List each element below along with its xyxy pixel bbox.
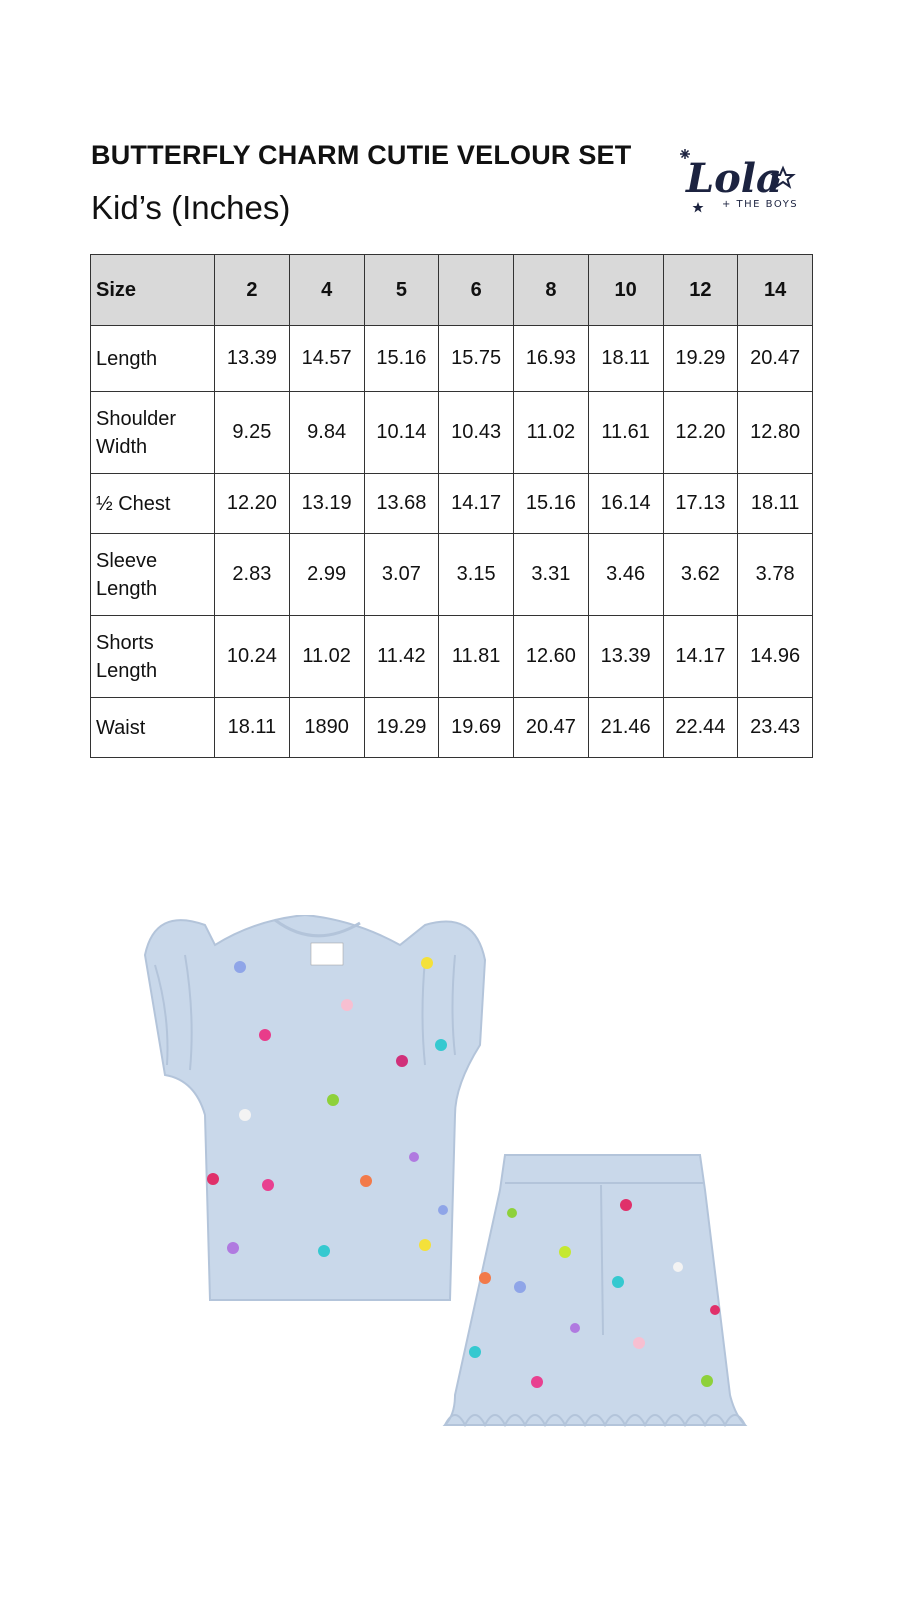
- header-cell: 2: [215, 255, 290, 326]
- table-cell: 19.69: [439, 698, 514, 758]
- table-cell: 3.15: [439, 534, 514, 616]
- table-cell: 13.39: [215, 326, 290, 392]
- table-cell: 23.43: [738, 698, 813, 758]
- small-star-icon: [693, 202, 704, 213]
- row-label: Length: [91, 326, 215, 392]
- table-cell: 20.47: [738, 326, 813, 392]
- page-subtitle: Kid’s (Inches): [91, 189, 291, 226]
- header-cell: 10: [588, 255, 663, 326]
- header-cell: 14: [738, 255, 813, 326]
- table-cell: 11.42: [364, 616, 439, 698]
- table-cell: 14.57: [289, 326, 364, 392]
- table-cell: 19.29: [663, 326, 738, 392]
- table-cell: 12.80: [738, 392, 813, 474]
- table-cell: 2.99: [289, 534, 364, 616]
- table-cell: 3.62: [663, 534, 738, 616]
- logo-tagline: + THE BOYS: [722, 199, 799, 210]
- page-title: BUTTERFLY CHARM CUTIE VELOUR SET: [91, 140, 632, 170]
- table-row: [91, 534, 813, 616]
- table-cell: 15.75: [439, 326, 514, 392]
- table-cell: 20.47: [514, 698, 589, 758]
- row-label-line: Shoulder: [96, 407, 177, 430]
- row-label-line: Width: [96, 435, 148, 458]
- row-label: [91, 392, 215, 474]
- row-label: [91, 616, 215, 698]
- header-cell: 6: [439, 255, 514, 326]
- table-cell: 13.68: [364, 474, 439, 534]
- table-cell: 16.93: [514, 326, 589, 392]
- table-cell: 22.44: [663, 698, 738, 758]
- table-cell: 21.46: [588, 698, 663, 758]
- table-row: [91, 392, 813, 474]
- product-image: [125, 915, 785, 1475]
- table-cell: 13.19: [289, 474, 364, 534]
- table-cell: 12.60: [514, 616, 589, 698]
- table-cell: 18.11: [738, 474, 813, 534]
- table-row: [91, 326, 813, 392]
- logo-wordmark: Lola: [686, 155, 782, 202]
- table-row: [91, 698, 813, 758]
- table-cell: 14.96: [738, 616, 813, 698]
- table-cell: 12.20: [215, 474, 290, 534]
- table-cell: 15.16: [514, 474, 589, 534]
- shorts-icon: [445, 1155, 745, 1425]
- table-cell: 11.81: [439, 616, 514, 698]
- row-label-line: Length: [96, 659, 158, 682]
- row-label-line: Shorts: [96, 631, 154, 654]
- top-shirt-icon: [145, 915, 485, 1300]
- row-label-line: Sleeve: [96, 549, 158, 572]
- table-cell: 10.24: [215, 616, 290, 698]
- table-cell: 10.43: [439, 392, 514, 474]
- table-cell: 18.11: [215, 698, 290, 758]
- table-cell: 18.11: [588, 326, 663, 392]
- table-cell: 3.31: [514, 534, 589, 616]
- header-cell: 4: [289, 255, 364, 326]
- table-cell: 10.14: [364, 392, 439, 474]
- table-cell: 1890: [289, 698, 364, 758]
- row-label: Waist: [91, 698, 215, 758]
- table-cell: 16.14: [588, 474, 663, 534]
- table-cell: 9.25: [215, 392, 290, 474]
- table-cell: 11.61: [588, 392, 663, 474]
- table-cell: 19.29: [364, 698, 439, 758]
- row-label: ½ Chest: [91, 474, 215, 534]
- header-cell: 12: [663, 255, 738, 326]
- table-cell: 3.46: [588, 534, 663, 616]
- brand-logo: [680, 140, 820, 224]
- table-cell: 13.39: [588, 616, 663, 698]
- table-header-row: [91, 255, 813, 326]
- table-row: [91, 616, 813, 698]
- table-cell: 3.78: [738, 534, 813, 616]
- header-cell: 8: [514, 255, 589, 326]
- table-cell: 12.20: [663, 392, 738, 474]
- size-chart-table: [90, 254, 813, 758]
- table-cell: 9.84: [289, 392, 364, 474]
- table-cell: 17.13: [663, 474, 738, 534]
- table-cell: 14.17: [439, 474, 514, 534]
- table-cell: 14.17: [663, 616, 738, 698]
- table-cell: 11.02: [289, 616, 364, 698]
- table-cell: 15.16: [364, 326, 439, 392]
- row-label: [91, 534, 215, 616]
- header-cell: 5: [364, 255, 439, 326]
- table-row: [91, 474, 813, 534]
- header-cell: Size: [91, 255, 215, 326]
- table-cell: 3.07: [364, 534, 439, 616]
- table-cell: 2.83: [215, 534, 290, 616]
- table-cell: 11.02: [514, 392, 589, 474]
- row-label-line: Length: [96, 577, 158, 600]
